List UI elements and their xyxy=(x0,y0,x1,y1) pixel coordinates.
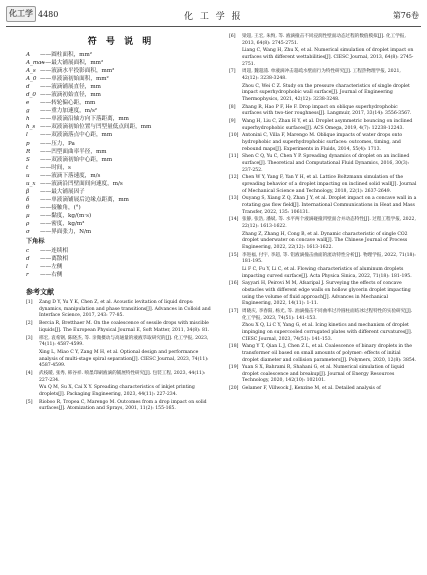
reference-entry xyxy=(229,344,417,364)
reference-text: Zhou X Q, Li C Y, Yang G, et al. Icing kinetics and mechanism of droplet impinging on supercooled corrugated plates with different curvatures[J]. CIESC Journal, 2023, 74(51): 141-153. xyxy=(242,323,413,342)
symbol-desc: ——右侧 xyxy=(40,272,63,279)
symbol-row xyxy=(26,271,216,279)
symbol-row xyxy=(26,123,216,131)
reference-entry xyxy=(26,400,216,413)
reference-text: Sayyari H, Peirovi M M, Afsaripal J. Surveying the effects of concave obstacles with different edge walls on hollow glycerin droplet impacting using the volume of fluid approach[J]. Advances in Mechanical Engineering, 2022, 14(11): 1-11. xyxy=(242,281,411,307)
reference-entry xyxy=(229,365,417,385)
reference-number xyxy=(229,84,242,104)
symbol-row xyxy=(26,172,216,180)
references-left xyxy=(26,300,216,413)
reference-number: [9] xyxy=(229,119,236,125)
reference-number: [20] xyxy=(229,386,239,392)
symbol-row xyxy=(26,204,216,212)
symbol-key: ρ xyxy=(26,220,30,227)
reference-entry xyxy=(229,175,417,195)
symbol-desc: ——转轮偏心距，mm xyxy=(40,100,96,107)
symbol-row xyxy=(26,59,216,67)
volume-label: 第76卷 xyxy=(392,11,419,20)
symbol-row xyxy=(26,107,216,115)
reference-text: Liang C, Wang H, Zhu X, et al. Numerical simulation of droplet impact on surfaces with different wettabilities[J]. CIESC Journal, 2013, 64(8): 2745-2751. xyxy=(242,48,414,67)
symbol-desc: ——液滴铺展直径，mm xyxy=(40,84,101,91)
reference-number xyxy=(229,232,242,252)
symbol-key: d xyxy=(26,256,30,263)
reference-entry xyxy=(229,154,417,174)
symbol-row xyxy=(26,263,216,271)
symbol-desc: ——界面张力，N/m xyxy=(40,229,92,236)
symbol-list xyxy=(26,51,216,236)
symbol-key: A xyxy=(26,52,31,58)
page-header xyxy=(6,4,421,27)
reference-text: Antonini C, Villa F, Marengo M. Oblique impacts of water drops onto hydrophobic and superhydrophobic surfaces: outcomes, timing, and rebound maps[J]. Experiments in Fluids, 2014, 55(4): 1713. xyxy=(242,133,403,152)
reference-text: Zang D Y, Yu Y K, Chen Z, et al. Acoustic levitation of liquid drops: dynamics, manipulation and phase transitions[J]. Advances in Colloid and Interface Science, 2017, 243: 77-85. xyxy=(39,300,211,319)
symbol-desc: ——双液滴初始位置与凹型量低点间距，mm xyxy=(40,124,152,131)
reference-number: [8] xyxy=(229,104,236,110)
journal-logo: 化工学 xyxy=(6,6,36,22)
reference-number: [17] xyxy=(229,308,239,314)
symbol-row xyxy=(26,188,216,196)
reference-number: [13] xyxy=(229,196,239,202)
reference-text: Wang Y T, Qian L J, Chen Z L, et al. Coalescence of binary droplets in the transformer oil based on small amounts of polymer: effects of initial droplet diameter and collision parameters[J]. Polymers, 2020, 12(8): 3854. xyxy=(242,344,417,363)
reference-entry xyxy=(229,323,417,343)
symbol-desc: ——接触角，(°) xyxy=(40,204,81,211)
reference-entry xyxy=(26,371,216,384)
symbol-key: g xyxy=(26,108,30,115)
reference-number: [14] xyxy=(229,217,239,223)
reference-text: 邢宏, 袁希钢, 陈晓杰, 等. 亲微摄动与高通量的液液萃取研究的[J]. 化工学报, 2023, 74(11): 4587-4599. xyxy=(39,335,209,348)
nomenclature-title: 符 号 说 明 xyxy=(87,37,155,47)
subscript-title: 下角标 xyxy=(26,238,45,246)
symbol-desc: ——双液滴初始中心距，mm xyxy=(40,156,113,163)
symbol-desc: ——单液滴沿轴方向下落距离，mm xyxy=(40,116,129,123)
reference-entry xyxy=(229,133,417,153)
symbol-row xyxy=(26,131,216,139)
symbol-desc: ——液滴初始直径，mm xyxy=(40,92,101,99)
reference-text: Gelamer F, Villwock J, Kenzine M, et al. Detailed analysis of xyxy=(242,386,381,392)
symbol-row xyxy=(26,83,216,91)
symbol-desc: ——密度，kg/m³ xyxy=(40,220,85,227)
reference-text: 李进福, 付宇, 李超, 等. 铝液滴撞击曲面的流动特性分析[J]. 物理学报, 2022, 71(18): 181-195. xyxy=(242,252,416,265)
symbol-desc: ——压力，Pa xyxy=(40,140,75,147)
references-title: 参考文献 xyxy=(26,288,54,297)
symbol-row xyxy=(26,228,216,236)
symbol-key: p xyxy=(26,140,30,147)
reference-text: 武枝暖, 张秀, 韩谷祥. 喷墨印刷液滴的铺展特性研究[J]. 包装工程, 2023, 44(11): 227-234. xyxy=(39,370,206,383)
reference-entry xyxy=(229,309,417,322)
reference-entry xyxy=(229,105,417,118)
left-column xyxy=(26,34,216,414)
symbol-desc: ——双液滴落点中心距，mm xyxy=(40,132,113,139)
subscript-list xyxy=(26,247,216,279)
symbol-desc: ——左侧 xyxy=(40,264,63,271)
reference-number xyxy=(229,48,242,68)
reference-text: 周超, 魏超浦. 单液滴冲击超疏水壁面行为特性研究[J]. 工程热物理学报, 2021, 42(12): 3238-3248. xyxy=(242,69,401,81)
symbol-row xyxy=(26,180,216,188)
reference-number: [4] xyxy=(26,370,33,376)
symbol-key: u_x xyxy=(26,180,36,187)
reference-entry xyxy=(229,196,417,216)
reference-entry xyxy=(229,232,417,252)
symbol-row xyxy=(26,51,216,59)
reference-entry xyxy=(26,350,216,370)
reference-number: [15] xyxy=(229,252,239,258)
reference-entry xyxy=(26,300,216,320)
symbol-desc: ——液滴下落速度，m/s xyxy=(40,172,101,179)
symbol-key: t xyxy=(26,164,29,171)
symbol-row xyxy=(26,140,216,148)
symbol-key: h_s xyxy=(26,124,36,131)
reference-text: Chen W Y, Yang F, Yan Y H, et al. Lattice Boltzmann simulation of the spreading behavior of a droplet impacting on inclined solid wall[J]. Journal of Mechanical Science and Technology, 2018, 22(1): 2637-2649. xyxy=(242,175,417,194)
reference-number: [10] xyxy=(229,133,239,139)
reference-text: Shen C Q, Yu C, Chen Y P. Spreading dynamics of droplet on an inclined surface[J]. Theoretical and Computational Fluid Dynamics, 2016, 30(3): 237-252. xyxy=(242,154,410,173)
symbol-desc: ——最大铺展因子 xyxy=(40,188,85,195)
reference-number: [18] xyxy=(229,344,239,350)
reference-text: 梁超, 王宏, 朱恂, 等. 液滴撞击不同浸润性壁面动态过程的数值模拟[J]. 化工学报, 2013, 64(8): 2745-2751. xyxy=(242,34,406,46)
reference-entry xyxy=(229,281,417,307)
symbol-desc: ——液滴水平投影面积，mm² xyxy=(40,68,115,75)
page-number: 4480 xyxy=(38,10,59,19)
symbol-desc: ——圆柱面积，mm² xyxy=(40,52,93,58)
symbol-row xyxy=(26,220,216,228)
symbol-key: d_0 xyxy=(26,92,36,99)
symbol-key: θ xyxy=(26,204,30,211)
reference-entry xyxy=(26,336,216,349)
symbol-desc: ——重力加速度，m/s² xyxy=(40,108,98,115)
symbol-desc: ——单液滴铺展后边缘点距离，mm xyxy=(40,196,129,203)
symbol-row xyxy=(26,255,216,263)
reference-text: Xing L, Miao C Y, Zang M H, et al. Optional design and performance analysis of multi-stage spiral separation[J]. CIESC Journal, 2023, 74(11): 4587-4599. xyxy=(39,349,209,369)
symbol-row xyxy=(26,196,216,204)
reference-text: Wu Q M, Su X, Cai X Y. Spreading characteristics of inkjet printing droplets[J]. Packaging Engineering, 2023, 44(11): 227-234. xyxy=(39,385,195,397)
reference-number xyxy=(229,267,242,280)
reference-number: [7] xyxy=(229,69,236,75)
reference-number: [2] xyxy=(26,321,33,327)
symbol-row xyxy=(26,156,216,164)
symbol-row xyxy=(26,164,216,172)
reference-entry xyxy=(26,321,216,334)
reference-text: Zhou C, Wei C Z. Study on the pressure characteristics of single droplet impact superhydrophobic wall surface[J]. Journal of Engineering Thermophysics, 2021, 42(12): 3238-3248. xyxy=(242,83,410,102)
symbol-key: A_0 xyxy=(26,76,37,83)
symbol-key: A_max xyxy=(26,60,45,67)
journal-name: 化 工 学 报 xyxy=(184,12,243,22)
symbol-key: S xyxy=(26,156,30,163)
reference-text: 张静, 张浩, 潘斌, 等. 水平两个液滴碰撞凹壁面合并动态特性[J]. 过程工程学报, 2022, 22(12): 1613-1622. xyxy=(242,217,416,229)
symbol-desc: ——液滴沿凹壁面间向速度，m/s xyxy=(40,180,123,187)
symbol-key: l xyxy=(26,264,28,271)
reference-number: [6] xyxy=(229,34,236,39)
symbol-key: A_s xyxy=(26,68,36,75)
symbol-row xyxy=(26,91,216,99)
symbol-key: u xyxy=(26,172,30,179)
symbol-row xyxy=(26,67,216,75)
symbol-row xyxy=(26,247,216,255)
symbol-desc: ——单液滴初始面积，mm² xyxy=(40,76,109,83)
symbol-key: h xyxy=(26,116,30,123)
symbol-desc: ——时间，s xyxy=(40,164,71,171)
reference-number: [11] xyxy=(229,154,239,160)
symbol-key: d xyxy=(26,84,30,91)
reference-entry xyxy=(229,217,417,230)
symbol-key: e xyxy=(26,100,30,107)
reference-text: Wang H, Liu C, Zhan H Y, et al. Droplet asymmetric bouncing on inclined superhydrophobic surfaces[J]. ACS Omega, 2019, 4(7): 12238-12243. xyxy=(242,119,413,131)
symbol-row xyxy=(26,115,216,123)
reference-number xyxy=(229,323,242,343)
reference-entry xyxy=(229,267,417,280)
reference-number xyxy=(26,350,39,370)
symbol-key: μ xyxy=(26,212,30,219)
reference-entry xyxy=(229,48,417,68)
symbol-desc: ——最大铺展面积，mm² xyxy=(40,60,104,67)
reference-number: [3] xyxy=(26,335,33,341)
symbol-row xyxy=(26,75,216,83)
symbol-desc: ——离散相 xyxy=(40,256,68,263)
reference-entry xyxy=(26,385,216,398)
reference-entry xyxy=(229,69,417,82)
reference-entry xyxy=(229,253,417,266)
symbol-row xyxy=(26,99,216,107)
reference-text: Yuan S X, Bahrami R, Shahani G, et al. Numerical simulation of liquid droplet coalescence and breakup[J]. Journal of Energy Resources Technology, 2020, 142(10): 102101. xyxy=(242,365,405,384)
reference-text: Zhang Z, Zhang H, Cong B, et al. Dynamic characteristic of single CO2 droplet underwater on concave wall[J]. The Chinese Journal of Process Engineering, 2022, 22(12): 1613-1622. xyxy=(242,231,408,250)
symbol-desc: ——黏度，kg/(m·s) xyxy=(40,212,92,219)
reference-text: 周晓庆, 李春阳, 杨光, 等. 油滴撞击不同曲率过冷圆柱面结冰过程特性的实验研究[J]. 化工学报, 2023, 74(51): 141-153. xyxy=(242,308,413,321)
symbol-row xyxy=(26,212,216,220)
symbol-key: R xyxy=(26,148,31,155)
symbol-row xyxy=(26,148,216,156)
reference-entry xyxy=(229,84,417,104)
reference-text: Zhang R, Hao P F, He F. Drop impact on oblique superhydrophobic surfaces with two-tier roughness[J]. Langmuir, 2017, 33(14): 3556-3567. xyxy=(242,104,412,117)
reference-number: [12] xyxy=(229,175,239,181)
reference-entry xyxy=(229,34,417,47)
reference-text: Rioboo R, Tropea C, Marengo M. Outcomes from a drop impact on solid surfaces[J]. Atomization and Sprays, 2001, 11(2): 155-165. xyxy=(39,399,207,412)
reference-entry xyxy=(229,119,417,132)
symbol-key: σ xyxy=(26,229,30,236)
reference-number xyxy=(26,385,39,398)
symbol-key: r xyxy=(26,272,29,279)
reference-number: [1] xyxy=(26,300,33,306)
reference-number: [5] xyxy=(26,399,33,405)
reference-number: [16] xyxy=(229,281,239,287)
reference-number: [19] xyxy=(229,365,239,371)
symbol-key: δ xyxy=(26,196,30,203)
right-column xyxy=(229,34,417,394)
symbol-key: l xyxy=(26,132,28,139)
reference-text: Bercia R, Bretthaer M. On the coalescence of sessile drops with miscible liquids[J]. The European Physical Journal E, Soft Matter, 2011, 34(8): 81. xyxy=(39,321,210,333)
symbol-desc: ——连续相 xyxy=(40,248,68,255)
reference-entry xyxy=(229,386,417,393)
symbol-key: β xyxy=(26,188,30,195)
symbol-key: c xyxy=(26,248,30,255)
references-right xyxy=(229,34,417,393)
reference-text: Ouyang S, Xiang Z Q, Zhan J Y, et al. Droplet impact on a concave wall in a rotating gas flow field[J]. International Communications in Heat and Mass Transfer, 2022, 135: 106131. xyxy=(242,196,417,215)
reference-text: Li F C, Fu Y, Li C, et al. Flowing characteristics of aluminum droplets impacting curved surface[J]. Acta Physica Sinica, 2022, 71(18): 181-195. xyxy=(242,267,412,279)
symbol-desc: ——凹型面曲率半径，mm xyxy=(40,148,107,155)
